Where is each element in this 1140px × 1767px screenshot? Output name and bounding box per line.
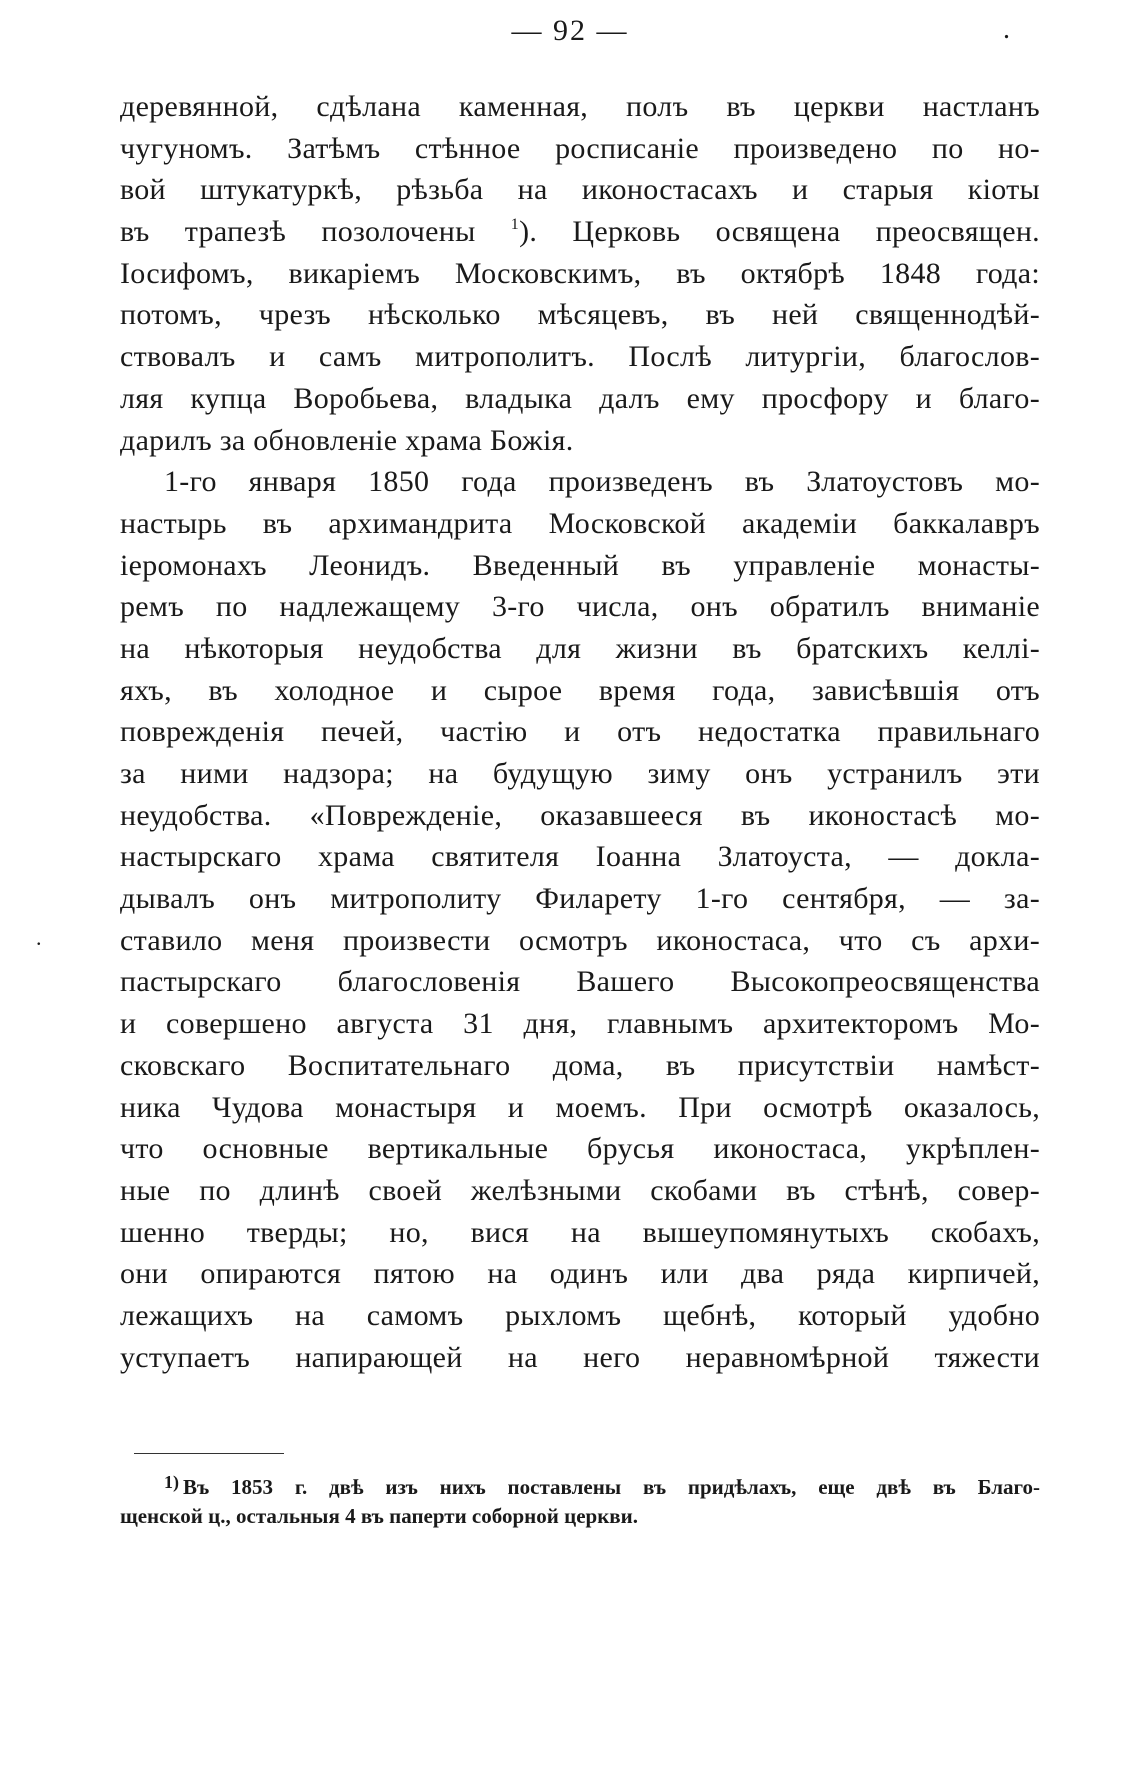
text-line: чугуномъ. Затѣмъ стѣнное росписаніе произведено по но- — [120, 131, 1040, 165]
margin-mark: . — [36, 925, 42, 950]
text-line: 1-го января 1850 года произведенъ въ Златоустовъ мо- — [164, 465, 1040, 499]
text-line-with-footnote-ref — [120, 211, 1040, 253]
footnote-divider — [134, 1453, 284, 1454]
text-line: сковскаго Воспитательнаго дома, въ присутствіи намѣст- — [120, 1048, 1040, 1082]
text-line: яхъ, въ холодное и сырое время года, зависѣвшія отъ — [120, 673, 1040, 707]
footnote-marker: 1) — [164, 1472, 179, 1492]
text-line: деревянной, сдѣлана каменная, полъ въ церкви настланъ — [120, 90, 1040, 123]
paragraph-2 — [120, 461, 1040, 1378]
text-line: ставило меня произвести осмотръ иконостаса, что съ архи- — [120, 923, 1040, 957]
page-header — [0, 14, 1140, 54]
text-line: ника Чудова монастыря и моемъ. При осмотрѣ оказалось, — [120, 1090, 1040, 1124]
text-line: ремъ по надлежащему 3-го числа, онъ обратилъ вниманіе — [120, 590, 1040, 624]
text-line: ные по длинѣ своей желѣзными скобами въ стѣнѣ, совер- — [120, 1173, 1040, 1207]
footnote-line: щенской ц., остальныя 4 въ паперти соборной церкви. — [120, 1504, 638, 1528]
footnote — [120, 1465, 1040, 1533]
text-line: за ними надзора; на будущую зиму онъ устранилъ эти — [120, 757, 1040, 790]
header-dot: . — [1003, 14, 1010, 45]
footnote-reference: 1 — [510, 216, 520, 234]
text-line: уступаетъ напирающей на него неравномѣрной тяжести — [120, 1340, 1040, 1374]
text-line: лежащихъ на самомъ рыхломъ щебнѣ, который удобно — [120, 1298, 1040, 1332]
text-line: дарилъ за обновленіе храма Божія. — [120, 423, 574, 457]
footnote-text: Въ 1853 г. двѣ изъ нихъ поставлены въ придѣлахъ, еще двѣ въ Благо- — [183, 1475, 1040, 1499]
text-segment: ). Церковь освящена преосвящен. — [519, 215, 1040, 249]
text-line: они опираются пятою на одинъ или два ряда кирпичей, — [120, 1257, 1040, 1291]
body-text — [120, 86, 1040, 1378]
text-line: іеромонахъ Леонидъ. Введенный въ управленіе монасты- — [120, 548, 1040, 582]
text-line: дывалъ онъ митрополиту Филарету 1-го сентября, — за- — [120, 882, 1040, 916]
text-line: потомъ, чрезъ нѣсколько мѣсяцевъ, въ ней священнодѣй- — [120, 298, 1040, 332]
text-line: Іосифомъ, викаріемъ Московскимъ, въ октябрѣ 1848 года: — [120, 256, 1040, 290]
text-line: неудобства. «Поврежденіе, оказавшееся въ иконостасѣ мо- — [120, 798, 1040, 832]
text-line: поврежденія печей, частію и отъ недостатка правильнаго — [120, 715, 1040, 749]
text-segment: въ трапезѣ позолочены — [120, 215, 476, 249]
footnote-line — [120, 1465, 1040, 1499]
text-line: пастырскаго благословенія Вашего Высокопреосвященства — [120, 965, 1040, 999]
text-line: ляя купца Воробьева, владыка далъ ему просфору и благо- — [120, 381, 1040, 415]
text-line: и совершено августа 31 дня, главнымъ архитекторомъ Мо- — [120, 1007, 1040, 1041]
text-line: вой штукатуркѣ, рѣзьба на иконостасахъ и старыя кіоты — [120, 173, 1040, 207]
paragraph-1 — [120, 86, 1040, 461]
text-line: настырь въ архимандрита Московской академіи баккалавръ — [120, 506, 1040, 540]
text-line: шенно тверды; но, вися на вышеупомянутыхъ скобахъ, — [120, 1215, 1040, 1249]
text-line: что основные вертикальные брусья иконостаса, укрѣплен- — [120, 1132, 1040, 1166]
text-line: настырскаго храма святителя Іоанна Златоуста, — докла- — [120, 840, 1040, 874]
page-number: — 92 — — [511, 14, 629, 47]
text-line: на нѣкоторыя неудобства для жизни въ братскихъ келлі- — [120, 631, 1040, 665]
text-line: ствовалъ и самъ митрополитъ. Послѣ литургіи, благослов- — [120, 340, 1040, 374]
